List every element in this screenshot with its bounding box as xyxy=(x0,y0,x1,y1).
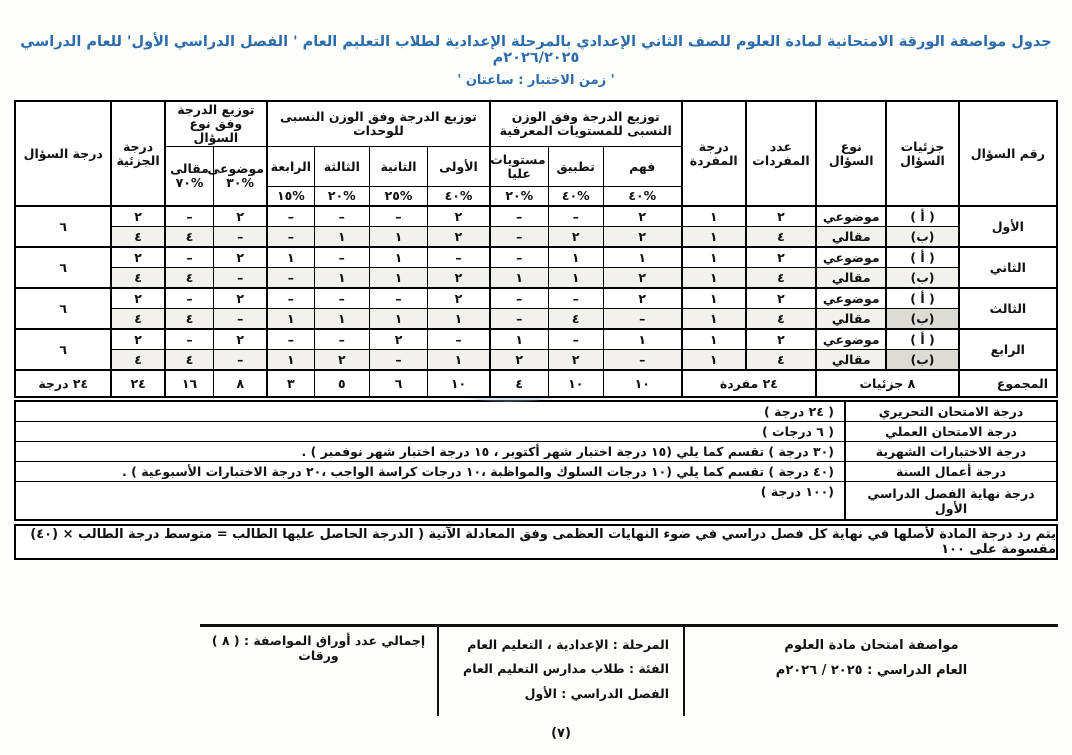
header-cognitive-understand: فهم xyxy=(603,147,681,187)
footer-category: الفئة : طلاب مدارس التعليم العام xyxy=(463,661,669,677)
summary-label: درجة الاختبارات الشهرية xyxy=(845,442,1057,462)
cognitive-score-cell: ٢ xyxy=(603,268,681,289)
header-type-essay-label: مقالى xyxy=(170,161,209,176)
items-count-cell: ٢ xyxy=(746,329,816,350)
part-score-cell: ٤ xyxy=(111,268,164,289)
objective-score-cell: – xyxy=(214,309,267,330)
unit-score-cell: – xyxy=(314,247,369,268)
unit-score-cell: ١ xyxy=(369,247,427,268)
header-units-group: توزيع الدرجة وفق الوزن النسبى للوحدات xyxy=(267,101,490,147)
footer-stage: المرحلة : الإعدادية ، التعليم العام xyxy=(467,637,669,652)
document-page xyxy=(0,34,1072,755)
unit-score-cell: – xyxy=(369,350,427,371)
cognitive-score-cell: ٤ xyxy=(548,309,603,330)
header-item-score: درجة المفردة xyxy=(682,101,746,206)
header-unit-3: الثالثة xyxy=(314,147,369,187)
objective-score-cell: – xyxy=(214,268,267,289)
item-score-cell: ١ xyxy=(682,268,746,289)
cognitive-score-cell: ٢ xyxy=(603,206,681,227)
cognitive-score-cell: ١ xyxy=(603,329,681,350)
question-type-cell: مقالي xyxy=(816,309,886,330)
grade-conversion-note: يتم رد درجة المادة لأصلها في نهاية كل فصل دراسي في ضوء النهايات العظمى وفق المعادلة الآتية ( الدرجة الحاصل عليها الطالب = متوسط درجة الطالب × (٤٠) مقسومة على ١٠٠ xyxy=(14,524,1058,560)
unit-score-cell: – xyxy=(428,329,490,350)
header-type-objective-pct: %٣٠ xyxy=(226,175,255,190)
item-score-cell: ١ xyxy=(682,206,746,227)
summary-value: (١٠٠ درجة ) xyxy=(15,482,845,521)
question-row xyxy=(15,288,1057,309)
pct-unit-2: %٢٥ xyxy=(369,187,427,207)
essay-score-cell: – xyxy=(165,247,214,268)
totals-cognitive-cell: ١٠ xyxy=(603,370,681,397)
objective-score-cell: – xyxy=(214,227,267,248)
footer-stage-info xyxy=(437,627,685,716)
unit-score-cell: ١ xyxy=(314,268,369,289)
summary-label: درجة نهاية الفصل الدراسي الأول xyxy=(845,482,1057,521)
essay-score-cell: – xyxy=(165,288,214,309)
essay-score-cell: ٤ xyxy=(165,268,214,289)
totals-cognitive-cell: ٤ xyxy=(490,370,548,397)
header-type-essay-pct: %٧٠ xyxy=(175,175,204,190)
footer-semester: الفصل الدراسي : الأول xyxy=(524,685,669,701)
unit-score-cell: ٢ xyxy=(428,288,490,309)
cognitive-score-cell: ٢ xyxy=(548,350,603,371)
spec-table-header xyxy=(15,101,1057,206)
question-type-cell: مقالي xyxy=(816,227,886,248)
unit-score-cell: – xyxy=(428,247,490,268)
question-score-cell: ٦ xyxy=(15,288,111,329)
objective-score-cell: ٢ xyxy=(214,329,267,350)
summary-value: ( ٦ درجات ) xyxy=(15,422,845,442)
question-type-cell: موضوعي xyxy=(816,288,886,309)
header-cognitive-apply: تطبيق xyxy=(548,147,603,187)
question-part-cell: ( أ ) xyxy=(886,329,958,350)
items-count-cell: ٢ xyxy=(746,206,816,227)
question-row xyxy=(15,268,1057,289)
cognitive-score-cell: – xyxy=(490,288,548,309)
unit-score-cell: – xyxy=(369,206,427,227)
exam-duration: ' زمن الاختبار : ساعتان ' xyxy=(457,73,615,88)
cognitive-score-cell: – xyxy=(548,288,603,309)
unit-score-cell: ١ xyxy=(267,309,314,330)
header-unit-1: الأولى xyxy=(428,147,490,187)
totals-unit-cell: ٦ xyxy=(369,370,427,397)
cognitive-score-cell: – xyxy=(603,350,681,371)
footer-pages-count: إجمالي عدد أوراق المواصفة : ( ٨ ) ورقات xyxy=(211,633,426,663)
question-type-cell: موضوعي xyxy=(816,247,886,268)
cognitive-score-cell: ٢ xyxy=(548,227,603,248)
summary-label: درجة الامتحان التحريري xyxy=(845,401,1057,422)
unit-score-cell: – xyxy=(267,227,314,248)
cognitive-score-cell: – xyxy=(548,329,603,350)
spec-table-body xyxy=(15,206,1057,397)
cognitive-score-cell: ٢ xyxy=(490,350,548,371)
summary-value: (٤٠ درجة ) تقسم كما يلي (١٠ درجات السلوك والمواظبة ،١٠ درجات كراسة الواجب ،٢٠ درجة الاختبارات الأسبوعية ) . xyxy=(15,462,845,482)
item-score-cell: ١ xyxy=(682,350,746,371)
totals-cognitive-cell: ١٠ xyxy=(548,370,603,397)
summary-label: درجة الامتحان العملي xyxy=(845,422,1057,442)
unit-score-cell: ١ xyxy=(369,309,427,330)
summary-row-practical-exam xyxy=(15,422,1057,442)
pct-cognitive-higher: %٢٠ xyxy=(490,187,548,207)
unit-score-cell: ٢ xyxy=(428,268,490,289)
unit-score-cell: – xyxy=(369,288,427,309)
unit-score-cell: ١ xyxy=(267,247,314,268)
unit-score-cell: – xyxy=(314,329,369,350)
items-count-cell: ٤ xyxy=(746,309,816,330)
cognitive-score-cell: – xyxy=(490,309,548,330)
cognitive-score-cell: – xyxy=(603,309,681,330)
totals-label-cell: المجموع xyxy=(959,370,1057,397)
item-score-cell: ١ xyxy=(682,288,746,309)
item-score-cell: ١ xyxy=(682,247,746,268)
unit-score-cell: ١ xyxy=(369,227,427,248)
totals-unit-cell: ٣ xyxy=(267,370,314,397)
question-part-cell: ( أ ) xyxy=(886,206,958,227)
question-part-cell: (ب) xyxy=(886,309,958,330)
unit-score-cell: ٢ xyxy=(428,206,490,227)
cognitive-score-cell: ١ xyxy=(548,247,603,268)
page-number: (٧) xyxy=(551,726,571,742)
unit-score-cell: ٢ xyxy=(369,329,427,350)
question-type-cell: مقالي xyxy=(816,350,886,371)
part-score-cell: ٢ xyxy=(111,206,164,227)
header-question-type: نوع السؤال xyxy=(816,101,886,206)
header-type-group: توزيع الدرجة وفق نوع السؤال xyxy=(165,101,267,147)
totals-unit-cell: ١٠ xyxy=(428,370,490,397)
question-number-cell: الثالث xyxy=(959,288,1057,329)
pct-cognitive-understand: %٤٠ xyxy=(603,187,681,207)
header-cognitive-higher: مستويات عليا xyxy=(490,147,548,187)
summary-row-monthly-tests xyxy=(15,442,1057,462)
question-part-cell: (ب) xyxy=(886,227,958,248)
cognitive-score-cell: – xyxy=(490,206,548,227)
item-score-cell: ١ xyxy=(682,329,746,350)
items-count-cell: ٤ xyxy=(746,268,816,289)
question-score-cell: ٦ xyxy=(15,206,111,247)
part-score-cell: ٢ xyxy=(111,288,164,309)
objective-score-cell: ٢ xyxy=(214,206,267,227)
cognitive-score-cell: ١ xyxy=(490,329,548,350)
cognitive-score-cell: – xyxy=(490,227,548,248)
summary-value: (٣٠ درجة ) تقسم كما يلي (١٥ درجة اختبار شهر أكتوبر ، ١٥ درجة اختبار شهر نوفمبر ) . xyxy=(15,442,845,462)
question-row xyxy=(15,329,1057,350)
cognitive-score-cell: ١ xyxy=(548,268,603,289)
footer-exam-info xyxy=(685,627,1058,716)
footer-exam-title: مواصفة امتحان مادة العلوم xyxy=(784,638,959,653)
summary-row-written-exam xyxy=(15,401,1057,422)
footer-box xyxy=(200,624,1058,716)
cognitive-score-cell: – xyxy=(548,206,603,227)
exam-spec-table xyxy=(14,100,1058,398)
unit-score-cell: – xyxy=(267,206,314,227)
unit-score-cell: – xyxy=(267,288,314,309)
unit-score-cell: ١ xyxy=(428,309,490,330)
summary-row-year-work xyxy=(15,462,1057,482)
header-part-score: درجة الجزئية xyxy=(111,101,164,206)
summary-label: درجة أعمال السنة xyxy=(845,462,1057,482)
unit-score-cell: ١ xyxy=(369,268,427,289)
question-part-cell: ( أ ) xyxy=(886,247,958,268)
cognitive-score-cell: ١ xyxy=(603,247,681,268)
unit-score-cell: ١ xyxy=(428,350,490,371)
question-type-cell: مقالي xyxy=(816,268,886,289)
part-score-cell: ٤ xyxy=(111,350,164,371)
question-part-cell: (ب) xyxy=(886,268,958,289)
essay-score-cell: – xyxy=(165,206,214,227)
unit-score-cell: ٢ xyxy=(428,227,490,248)
header-items-count: عدد المفردات xyxy=(746,101,816,206)
item-score-cell: ١ xyxy=(682,227,746,248)
question-row xyxy=(15,227,1057,248)
unit-score-cell: ٢ xyxy=(314,350,369,371)
items-count-cell: ٢ xyxy=(746,288,816,309)
essay-score-cell: ٤ xyxy=(165,350,214,371)
unit-score-cell: ١ xyxy=(314,309,369,330)
unit-score-cell: ١ xyxy=(314,227,369,248)
totals-question-score-cell: ٢٤ درجة xyxy=(15,370,111,397)
item-score-cell: ١ xyxy=(682,309,746,330)
items-count-cell: ٢ xyxy=(746,247,816,268)
question-part-cell: ( أ ) xyxy=(886,288,958,309)
question-number-cell: الأول xyxy=(959,206,1057,247)
footer-academic-year: العام الدراسي : ٢٠٢٥ / ٢٠٢٦م xyxy=(775,663,968,679)
pct-unit-4: %١٥ xyxy=(267,187,314,207)
part-score-cell: ٢ xyxy=(111,247,164,268)
question-type-cell: موضوعي xyxy=(816,206,886,227)
totals-unit-cell: ٥ xyxy=(314,370,369,397)
totals-essay-cell: ١٦ xyxy=(165,370,214,397)
header-question-parts: جزئيات السؤال xyxy=(886,101,958,206)
question-row xyxy=(15,309,1057,330)
essay-score-cell: – xyxy=(165,329,214,350)
header-unit-2: الثانية xyxy=(369,147,427,187)
summary-value: ( ٢٤ درجة ) xyxy=(15,401,845,422)
pct-unit-3: %٢٠ xyxy=(314,187,369,207)
objective-score-cell: – xyxy=(214,350,267,371)
pct-unit-1: %٤٠ xyxy=(428,187,490,207)
page-number-row xyxy=(200,722,1058,741)
objective-score-cell: ٢ xyxy=(214,288,267,309)
grade-summary-table xyxy=(14,400,1058,521)
part-score-cell: ٢ xyxy=(111,329,164,350)
header-question-number: رقم السؤال xyxy=(959,101,1057,206)
totals-items-cell: ٢٤ مفردة xyxy=(682,370,817,397)
cognitive-score-cell: ٢ xyxy=(603,288,681,309)
part-score-cell: ٤ xyxy=(111,309,164,330)
question-score-cell: ٦ xyxy=(15,329,111,370)
totals-row xyxy=(15,370,1057,397)
items-count-cell: ٤ xyxy=(746,227,816,248)
cognitive-score-cell: – xyxy=(490,247,548,268)
cognitive-score-cell: ٢ xyxy=(603,227,681,248)
header-unit-4: الرابعة xyxy=(267,147,314,187)
totals-objective-cell: ٨ xyxy=(214,370,267,397)
header-cognitive-group: توزيع الدرجة وفق الوزن النسبى للمستويات المعرفية xyxy=(490,101,682,147)
question-row xyxy=(15,206,1057,227)
question-row xyxy=(15,350,1057,371)
question-number-cell: الثاني xyxy=(959,247,1057,288)
header-type-essay xyxy=(165,147,214,207)
unit-score-cell: ١ xyxy=(267,350,314,371)
unit-score-cell: – xyxy=(314,288,369,309)
header-type-objective-label: موضوعى xyxy=(207,161,265,176)
question-number-cell: الرابع xyxy=(959,329,1057,370)
header-type-objective xyxy=(207,147,267,207)
unit-score-cell: – xyxy=(314,206,369,227)
unit-score-cell: – xyxy=(267,329,314,350)
objective-score-cell: ٢ xyxy=(214,247,267,268)
essay-score-cell: ٤ xyxy=(165,227,214,248)
question-type-cell: موضوعي xyxy=(816,329,886,350)
part-score-cell: ٤ xyxy=(111,227,164,248)
pct-cognitive-apply: %٤٠ xyxy=(548,187,603,207)
cognitive-score-cell: ١ xyxy=(490,268,548,289)
question-row xyxy=(15,247,1057,268)
summary-row-semester-total xyxy=(15,482,1057,521)
essay-score-cell: ٤ xyxy=(165,309,214,330)
header-question-score: درجة السؤال xyxy=(15,101,111,206)
totals-parts-cell: ٨ جزئيات xyxy=(816,370,959,397)
unit-score-cell: – xyxy=(267,268,314,289)
document-title: جدول مواصفة الورقة الامتحانية لمادة العلوم للصف الثاني الإعدادي بالمرحلة الإعدادية لطلاب التعليم العام ' الفصل الدراسي الأول' للعام الدراسي ٢٠٢٦/٢٠٢٥م xyxy=(20,34,1052,66)
question-score-cell: ٦ xyxy=(15,247,111,288)
question-part-cell: (ب) xyxy=(886,350,958,371)
items-count-cell: ٤ xyxy=(746,350,816,371)
totals-part-score-cell: ٢٤ xyxy=(111,370,164,397)
